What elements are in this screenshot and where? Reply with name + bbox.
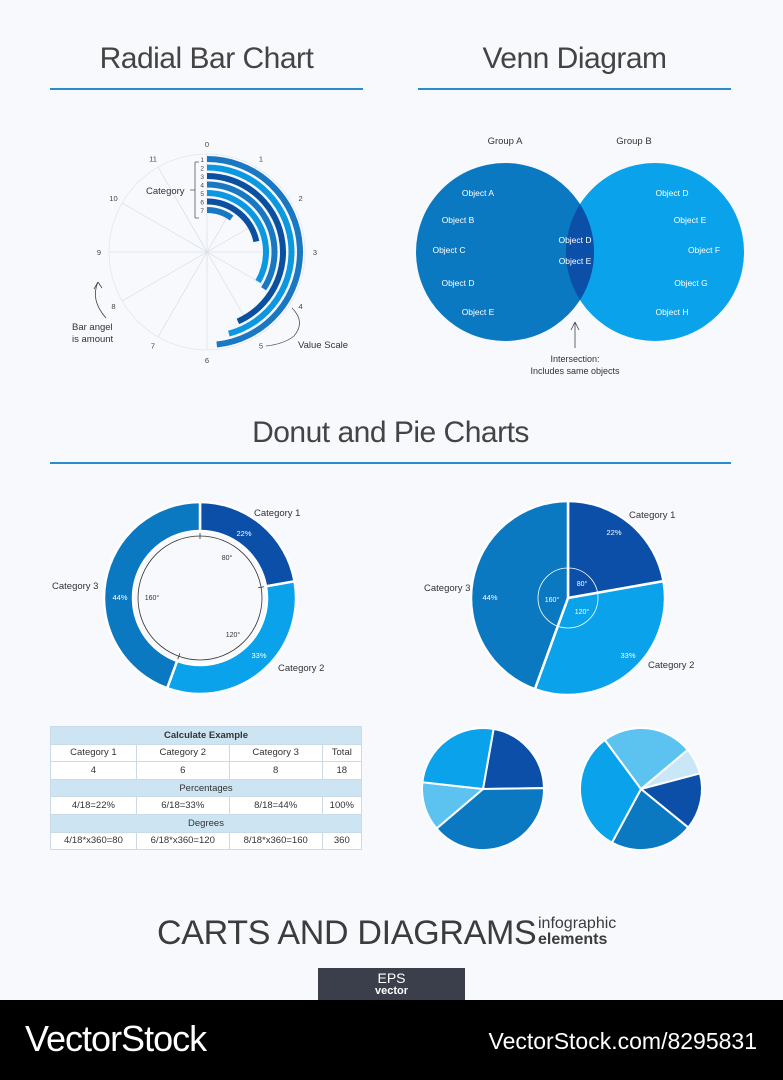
radial-scale-tick: 3 [312, 248, 318, 257]
bar-angle-label-2: is amount [72, 334, 114, 345]
main-title: CARTS AND DIAGRAMS [157, 914, 537, 952]
venn-b-item: Object H [655, 307, 689, 317]
venn-intersection-item: Object E [558, 256, 592, 266]
tagline-elements: elements [538, 931, 608, 948]
calc-degree: 360 [322, 832, 361, 850]
pie-slice-name: Category 2 [648, 660, 695, 671]
venn-intersection-arrow [571, 322, 579, 348]
radial-scale-tick: 2 [298, 194, 303, 203]
donut-slice-deg: 160° [144, 595, 160, 602]
calculate-example-table [50, 726, 362, 850]
calc-count: 4 [51, 762, 137, 780]
eps-label: EPS [377, 970, 406, 986]
calc-count: 6 [136, 762, 229, 780]
radial-category-tick: 5 [200, 191, 204, 198]
venn-a-item: Object E [461, 307, 495, 317]
bar-angle-arrowhead [94, 282, 102, 289]
tagline-infographic: infographic [538, 915, 617, 932]
venn-intersection-note-2: Includes same objects [530, 366, 620, 376]
donut-slice-deg: 80° [221, 555, 233, 562]
radial-scale-tick: 0 [204, 140, 210, 149]
venn-intersection-item: Object D [558, 235, 592, 245]
pie-slice-name: Category 3 [424, 583, 471, 594]
donut-slice-name: Category 3 [52, 581, 99, 592]
pie-slice-deg: 160° [544, 597, 560, 604]
eps-badge [318, 968, 465, 1000]
donut-slice-name: Category 2 [278, 663, 325, 674]
pie-chart-main [471, 501, 665, 695]
venn-diagram [416, 136, 744, 376]
venn-b-item: Object E [673, 215, 707, 225]
venn-b-item: Object F [687, 245, 721, 255]
venn-group-b-label: Group B [616, 136, 652, 147]
calc-percent: 4/18=22% [51, 797, 137, 815]
venn-b-item: Object G [674, 278, 708, 288]
venn-title: Venn Diagram [482, 42, 667, 75]
pie-slice-deg: 120° [574, 609, 590, 616]
radial-scale-tick: 4 [298, 302, 303, 311]
bar-angle-arrow [95, 282, 106, 318]
bar-angle-label-1: Bar angel [72, 322, 113, 333]
radial-category-tick: 1 [200, 157, 204, 164]
radial-category-label: Category [146, 186, 185, 197]
value-scale-label: Value Scale [298, 340, 348, 351]
radial-bar [207, 210, 232, 218]
venn-a-item: Object D [441, 278, 475, 288]
radial-bar-chart [97, 140, 317, 365]
venn-b-item: Object D [655, 188, 689, 198]
venn-a-item: Object A [461, 188, 495, 198]
calc-title: Calculate Example [51, 727, 362, 745]
pie-slice-name: Category 1 [629, 510, 676, 521]
calc-count: 8 [229, 762, 322, 780]
calc-percent-title: Percentages [51, 779, 362, 797]
radial-scale-tick: 1 [258, 154, 264, 164]
radial-scale-tick: 6 [204, 356, 210, 365]
calc-percent: 6/18=33% [136, 797, 229, 815]
calc-header: Category 2 [136, 744, 229, 762]
radial-category-tick: 4 [200, 182, 204, 190]
donut-slice-pct: 44% [112, 593, 128, 602]
calc-header: Category 3 [229, 744, 322, 762]
pie-chart-small-2 [580, 728, 702, 850]
venn-a-item: Object B [441, 215, 475, 225]
category-bracket [190, 162, 199, 218]
calc-percent: 8/18=44% [229, 797, 322, 815]
calc-degrees-title: Degrees [51, 814, 362, 832]
donut-slice-pct: 22% [236, 529, 252, 538]
calc-header: Category 1 [51, 744, 137, 762]
calc-degree: 4/18*x360=80 [51, 832, 137, 850]
calc-header: Total [322, 744, 361, 762]
radial-scale-tick: 9 [96, 248, 102, 257]
donut-pie-title: Donut and Pie Charts [252, 416, 529, 449]
eps-vector-label: vector [374, 985, 409, 997]
pie-slice-pct: 44% [482, 593, 498, 602]
radial-gridline [122, 252, 207, 301]
radial-category-tick: 3 [200, 174, 204, 181]
venn-a-item: Object C [432, 245, 466, 255]
pie-slice-pct: 33% [620, 651, 636, 660]
radial-scale-tick: 11 [149, 154, 157, 164]
calc-count: 18 [322, 762, 361, 780]
donut-slice-name: Category 1 [254, 508, 301, 519]
radial-scale-tick: 10 [109, 194, 118, 203]
venn-group-a-label: Group A [487, 136, 523, 147]
radial-gridline [158, 252, 207, 337]
calc-percent: 100% [322, 797, 361, 815]
calc-degree: 6/18*x360=120 [136, 832, 229, 850]
radial-scale-tick: 5 [258, 341, 264, 351]
vectorstock-url[interactable]: VectorStock.com/8295831 [488, 1028, 757, 1054]
radial-category-tick: 6 [200, 199, 204, 207]
donut-slice-pct: 33% [251, 651, 267, 660]
radial-category-tick: 2 [200, 165, 204, 173]
pie-chart-small-1 [422, 728, 544, 850]
radial-gridline [122, 203, 207, 252]
pie-slice-pct: 22% [606, 528, 622, 537]
calc-degree: 8/18*x360=160 [229, 832, 322, 850]
pie-slice-deg: 80° [576, 581, 588, 588]
radial-scale-tick: 8 [111, 302, 116, 311]
donut-slice-deg: 120° [225, 632, 241, 639]
footer-bar [0, 1000, 783, 1080]
radial-bar-title: Radial Bar Chart [99, 42, 314, 75]
radial-scale-tick: 7 [150, 341, 156, 351]
donut-degree-tick [258, 587, 264, 588]
tagline [538, 916, 616, 948]
vectorstock-logo[interactable]: VectorStock [25, 1018, 207, 1059]
donut-chart [104, 502, 296, 694]
venn-intersection-note-1: Intersection: [550, 354, 600, 364]
pie-slice [422, 728, 493, 789]
radial-category-tick: 7 [200, 208, 204, 215]
